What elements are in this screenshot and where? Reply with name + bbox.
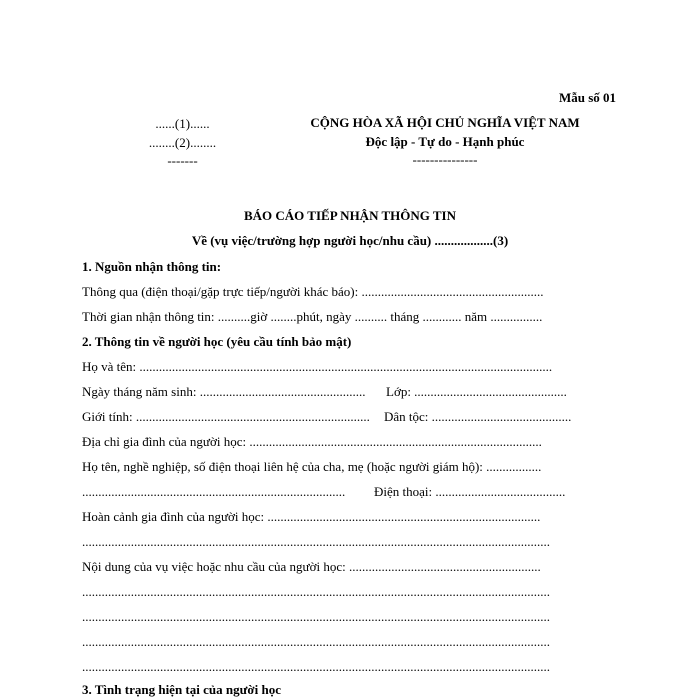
phone-field: Điện thoại: ........................................ — [374, 484, 566, 499]
report-title: BÁO CÁO TIẾP NHẬN THÔNG TIN — [243, 208, 457, 223]
received-time-field: Thời gian nhận thông tin: ..........giờ ........phút, ngày .......... tháng ............ năm ................ — [82, 309, 543, 324]
gender-field: Giới tính: ........................................................................ — [82, 409, 370, 424]
case-content-line: ................................................................................................................................................ — [82, 634, 550, 649]
motto-separator: --------------- — [412, 152, 478, 167]
authority-separator: ------- — [167, 153, 198, 168]
section-2-heading: 2. Thông tin về người học (yêu cầu tính bảo mật) — [82, 334, 352, 349]
parent-info-continuation: ................................................................................. — [82, 484, 346, 499]
parent-info-field: Họ tên, nghề nghiệp, số điện thoại liên hệ của cha, mẹ (hoặc người giám hộ): ................. — [82, 459, 542, 474]
form-number: Mẫu số 01 — [558, 90, 616, 105]
report-subtitle: Về (vụ việc/trường hợp người học/nhu cầu) ..................(3) — [191, 233, 509, 248]
home-address-field: Địa chỉ gia đình của người học: .......................................................................................... — [82, 434, 542, 449]
section-1-heading: 1. Nguồn nhận thông tin: — [82, 259, 222, 274]
case-content-line: ................................................................................................................................................ — [82, 609, 550, 624]
ethnicity-field: Dân tộc: ........................................... — [384, 409, 572, 424]
source-field: Thông qua (điện thoại/gặp trực tiếp/người khác báo): ........................................................ — [82, 284, 544, 299]
family-circumstances-continuation: ................................................................................................................................................ — [82, 534, 550, 549]
full-name-field: Họ và tên: ............................................................................................................................... — [82, 359, 553, 374]
authority-line-1: ......(1)...... — [155, 116, 210, 131]
authority-line-2: ........(2)........ — [148, 135, 217, 150]
case-content-line: ................................................................................................................................................ — [82, 659, 550, 674]
section-3-heading: 3. Tình trạng hiện tại của người học — [82, 682, 281, 697]
date-of-birth-field: Ngày tháng năm sinh: ................................................... — [82, 384, 366, 399]
case-content-line: ................................................................................................................................................ — [82, 584, 550, 599]
family-circumstances-field: Hoàn cảnh gia đình của người học: .................................................................................... — [82, 509, 541, 524]
class-field: Lớp: ............................................... — [386, 384, 567, 399]
case-content-field: Nội dung của vụ việc hoặc nhu cầu của người học: ........................................................... — [82, 559, 541, 574]
country-name: CỘNG HÒA XÃ HỘI CHỦ NGHĨA VIỆT NAM — [310, 115, 580, 130]
national-motto: Độc lập - Tự do - Hạnh phúc — [365, 134, 525, 149]
